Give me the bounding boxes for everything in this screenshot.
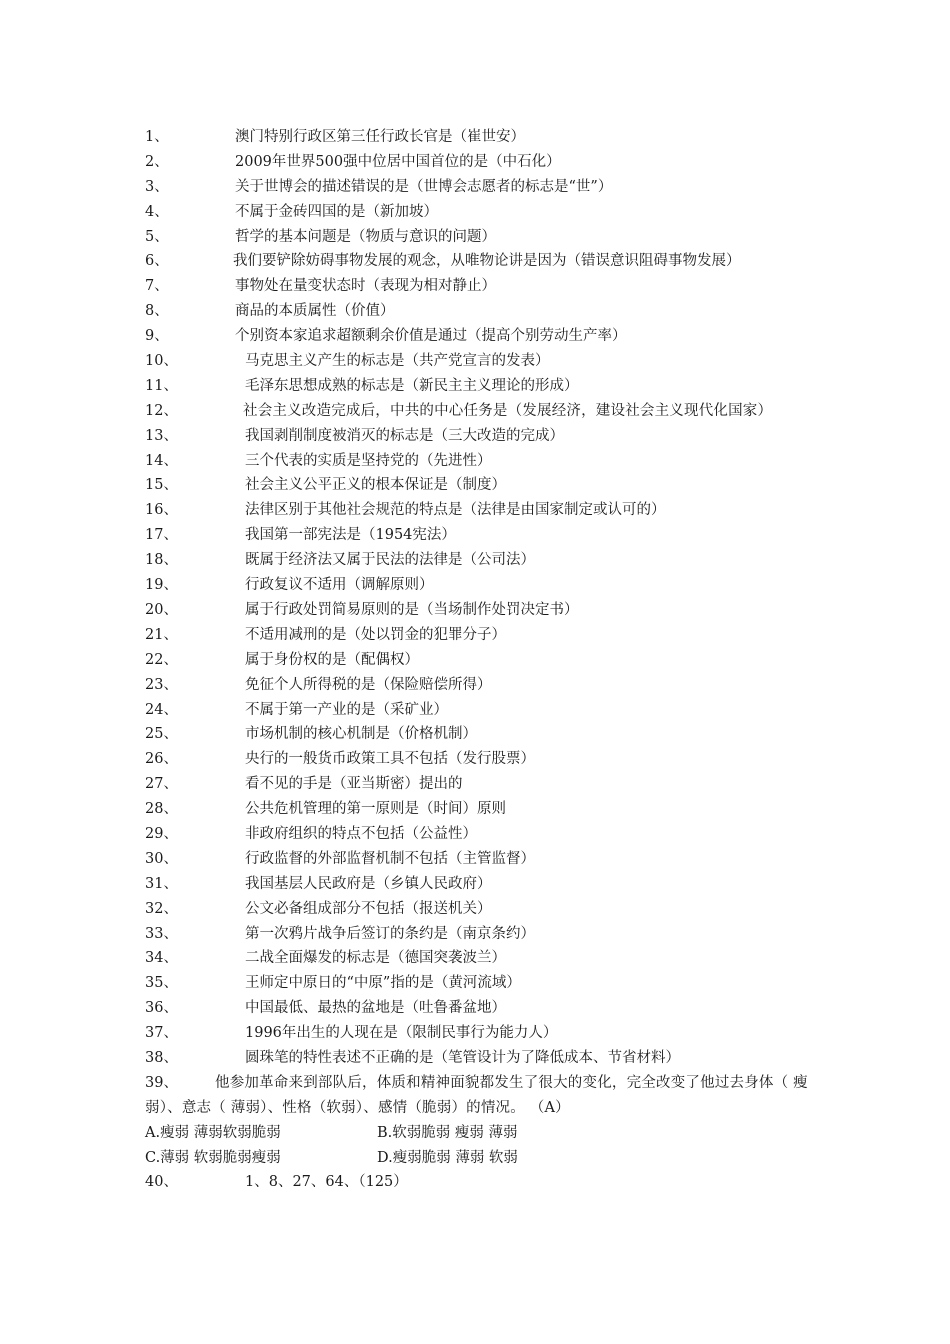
item-number: 25、: [145, 726, 178, 743]
list-item: [145, 772, 815, 797]
item-text: 既属于经济法又属于民法的法律是（公司法）: [245, 552, 535, 569]
item-number: 13、: [145, 427, 178, 444]
item-text: 我国基层人民政府是（乡镇人民政府）: [245, 875, 492, 892]
item-number: 18、: [145, 552, 178, 569]
item-number: 12、: [145, 402, 178, 419]
item-number: 36、: [145, 1000, 178, 1017]
option-a: A.瘦弱 薄弱软弱脆弱: [145, 1124, 281, 1141]
item-number: 3、: [145, 178, 169, 195]
item-text: 公文必备组成部分不包括（报送机关）: [245, 900, 492, 917]
item-text: 社会主义改造完成后，中共的中心任务是（发展经济，建设社会主义现代化国家）: [243, 402, 773, 419]
list-item: [145, 299, 815, 324]
item-number: 26、: [145, 751, 178, 768]
item-number: 31、: [145, 875, 178, 892]
list-item: [145, 125, 815, 150]
list-item: [145, 722, 815, 747]
item-number: 22、: [145, 651, 178, 668]
option-row: [145, 1146, 815, 1171]
item-number: 34、: [145, 950, 178, 967]
item-text: 央行的一般货币政策工具不包括（发行股票）: [245, 751, 535, 768]
item-text: 三个代表的实质是坚持党的（先进性）: [245, 452, 492, 469]
item-number: 11、: [145, 377, 178, 394]
list-item: [145, 200, 815, 225]
question-list: [145, 125, 815, 1195]
item-number: 28、: [145, 801, 178, 818]
item-text: 公共危机管理的第一原则是（时间）原则: [245, 801, 506, 818]
item-text: 非政府组织的特点不包括（公益性）: [245, 825, 477, 842]
item-text: 第一次鸦片战争后签订的条约是（南京条约）: [245, 925, 535, 942]
item-text: 行政监督的外部监督机制不包括（主管监督）: [245, 850, 535, 867]
item-number: 9、: [145, 328, 169, 345]
list-item: [145, 922, 815, 947]
item-number: 14、: [145, 452, 178, 469]
option-b: B.软弱脆弱 瘦弱 薄弱: [377, 1124, 518, 1141]
item-number: 10、: [145, 353, 178, 370]
list-item: [145, 349, 815, 374]
item-number: 21、: [145, 626, 178, 643]
item-number: 5、: [145, 228, 169, 245]
list-item: [145, 473, 815, 498]
item-number: 39、: [145, 1074, 178, 1091]
item-text: 事物处在量变状态时（表现为相对静止）: [235, 278, 496, 295]
list-item: [145, 797, 815, 822]
item-number: 33、: [145, 925, 178, 942]
item-number: 38、: [145, 1049, 178, 1066]
item-text: 市场机制的核心机制是（价格机制）: [245, 726, 477, 743]
item-number: 4、: [145, 203, 169, 220]
item-number: 17、: [145, 527, 178, 544]
item-text: 免征个人所得税的是（保险赔偿所得）: [245, 676, 492, 693]
list-item: [145, 175, 815, 200]
list-item: [145, 523, 815, 548]
item-number: 1、: [145, 129, 169, 145]
list-item: [145, 424, 815, 449]
list-item: [145, 1021, 815, 1046]
list-item: [145, 324, 815, 349]
item-text: 我国剥削制度被消灭的标志是（三大改造的完成）: [245, 427, 564, 444]
item-number: 8、: [145, 303, 169, 320]
item-text: 1996年出生的人现在是（限制民事行为能力人）: [245, 1025, 558, 1042]
list-item: [145, 747, 815, 772]
list-item: [145, 847, 815, 872]
item-number: 30、: [145, 850, 178, 867]
item-number: 35、: [145, 975, 178, 992]
list-item: [145, 573, 815, 598]
list-item: [145, 971, 815, 996]
item-text: 不属于金砖四国的是（新加坡）: [235, 203, 438, 220]
list-item: [145, 698, 815, 723]
list-item: [145, 225, 815, 250]
list-item: [145, 598, 815, 623]
item-text: 中国最低、最热的盆地是（吐鲁番盆地）: [245, 1000, 506, 1017]
item-text: 1、8、27、64、（125）: [245, 1174, 408, 1191]
list-item: [145, 673, 815, 698]
list-item: [145, 897, 815, 922]
list-item: [145, 150, 815, 175]
item-text: 关于世博会的描述错误的是（世博会志愿者的标志是“世”）: [235, 178, 613, 195]
item-number: 15、: [145, 477, 178, 494]
list-item: [145, 274, 815, 299]
item-number: 23、: [145, 676, 178, 693]
list-item: [145, 548, 815, 573]
item-text: 圆珠笔的特性表述不正确的是（笔管设计为了降低成本、节省材料）: [245, 1049, 680, 1066]
list-item: [145, 946, 815, 971]
item-number: 24、: [145, 701, 178, 718]
list-item: [145, 249, 815, 274]
item-text: 属于身份权的是（配偶权）: [245, 651, 419, 668]
item-text: 毛泽东思想成熟的标志是（新民主主义理论的形成）: [245, 377, 579, 394]
item-text: 商品的本质属性（价值）: [235, 303, 395, 320]
item-number: 6、: [145, 253, 169, 270]
item-text: 不适用减刑的是（处以罚金的犯罪分子）: [245, 626, 506, 643]
item-number: 40、: [145, 1174, 178, 1191]
list-item: [145, 623, 815, 648]
option-row: [145, 1121, 815, 1146]
item-text: 哲学的基本问题是（物质与意识的问题）: [235, 228, 496, 245]
item-text: 社会主义公平正义的根本保证是（制度）: [245, 477, 506, 494]
list-item: [145, 996, 815, 1021]
item-text: 他参加革命来到部队后，体质和精神面貌都发生了很大的变化，完全改变了他过去身体（ 瘦弱）、意志（ 薄弱）、性格（软弱）、感情（脆弱）的情况。 （A）: [145, 1074, 808, 1116]
item-number: 37、: [145, 1025, 178, 1042]
item-text: 行政复议不适用（调解原则）: [245, 577, 434, 594]
item-number: 7、: [145, 278, 169, 295]
item-number: 32、: [145, 900, 178, 917]
item-text: 个别资本家追求超额剩余价值是通过（提高个别劳动生产率）: [235, 328, 627, 345]
item-number: 29、: [145, 825, 178, 842]
option-c: C.薄弱 软弱脆弱瘦弱: [145, 1149, 281, 1166]
item-text: 我国第一部宪法是（1954宪法）: [245, 527, 456, 544]
list-item: [145, 822, 815, 847]
item-number: 19、: [145, 577, 178, 594]
list-item: [145, 1046, 815, 1071]
item-text: 不属于第一产业的是（采矿业）: [245, 701, 448, 718]
item-text: 二战全面爆发的标志是（德国突袭波兰）: [245, 950, 506, 967]
list-item: [145, 449, 815, 474]
item-number: 2、: [145, 153, 169, 170]
item-text: 澳门特别行政区第三任行政长官是（崔世安）: [235, 129, 525, 145]
list-item: [145, 498, 815, 523]
item-text: 法律区别于其他社会规范的特点是（法律是由国家制定或认可的）: [245, 502, 666, 519]
item-text: 属于行政处罚简易原则的是（当场制作处罚决定书）: [245, 601, 579, 618]
list-item: [145, 399, 815, 424]
item-text: 马克思主义产生的标志是（共产党宣言的发表）: [245, 353, 550, 370]
option-d: D.瘦弱脆弱 薄弱 软弱: [377, 1149, 518, 1166]
list-item: [145, 1170, 815, 1195]
item-text: 王师定中原日的“中原”指的是（黄河流域）: [245, 975, 521, 992]
item-text: 看不见的手是（亚当斯密）提出的: [245, 776, 463, 793]
list-item: [145, 872, 815, 897]
list-item: [145, 648, 815, 673]
list-item: [145, 374, 815, 399]
item-number: 16、: [145, 502, 178, 519]
item-text: 我们要铲除妨碍事物发展的观念，从唯物论讲是因为（错误意识阻碍事物发展）: [233, 253, 741, 270]
list-item: [145, 1071, 815, 1121]
item-text: 2009年世界500强中位居中国首位的是（中石化）: [235, 153, 561, 170]
item-number: 27、: [145, 776, 178, 793]
item-number: 20、: [145, 601, 178, 618]
